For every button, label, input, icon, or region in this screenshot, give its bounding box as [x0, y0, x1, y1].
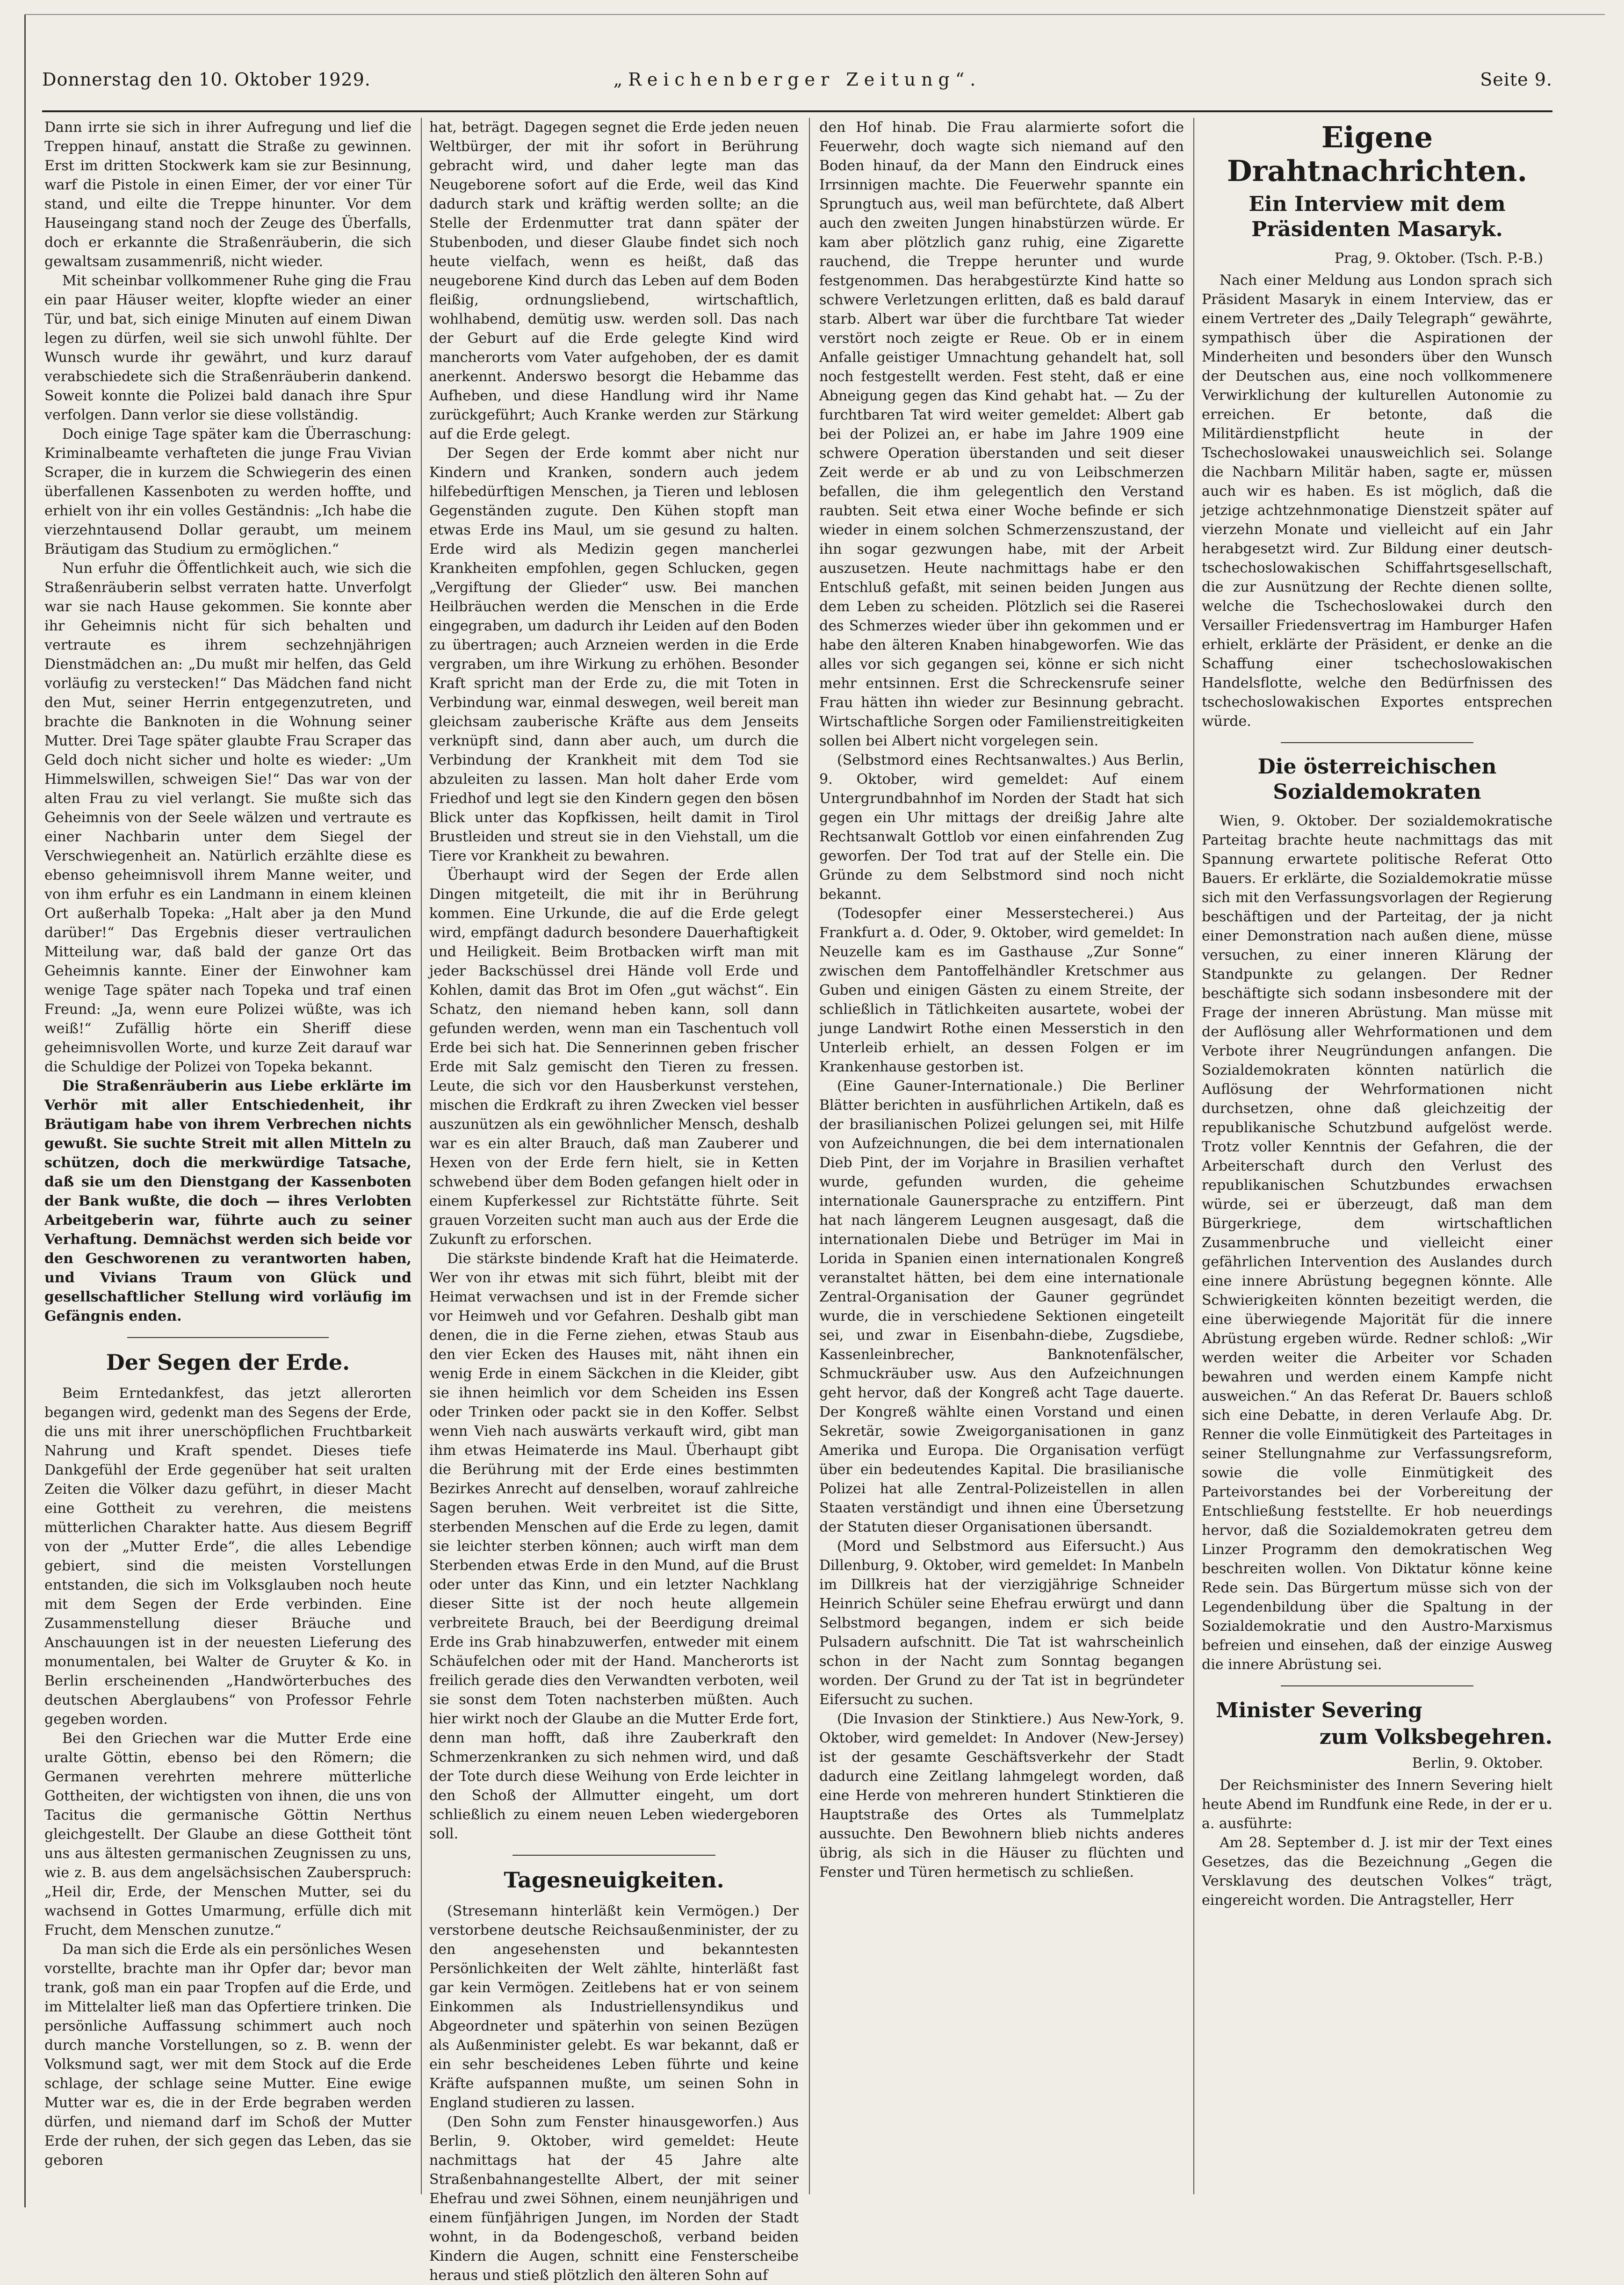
article-paragraph: hat, beträgt. Dagegen segnet die Erde jeden neuen Weltbürger, der mit ihr sofort in Berührung gebracht wird, und daher legte man das Neugeborene sofort auf die Erde, weil das Kind dadurch stark und kräftig werden sollte; an die Stelle der Erdenmutter trat dann später der Stubenboden, und dieser Glaube findet sich noch heute vielfach, wenn es heißt, daß das neugeborene Kind durch das Leben auf dem Boden fleißig, ordnungsliebend, wirtschaftlich, wohlhabend, demütig usw. werden soll. Das nach der Geburt auf die Erde gelegte Kind wird mancherorts vom Vater aufgehoben, der es damit anerkennt. Anderswo besorgt die Hebamme das Aufheben, und diese Handlung wird ihr Name zurückgeführt; Auch Kranke werden zur Stärkung auf die Erde gelegt. [429, 119, 799, 442]
article-paragraph: (Todesopfer einer Messerstecherei.) Aus Frankfurt a. d. Oder, 9. Oktober, wird gemeldet: In Neuzelle kam es im Gasthause „Zur Sonne“ zwischen dem Pantoffelhändler Kretschmer aus Guben und einigen Gästen zu einem Streite, der schließlich in Tätlichkeiten ausartete, wobei der junge Landwirt Rothe einen Messerstich in den Unterleib erhielt, an dessen Folgen er im Krankenhause gestorben ist. [819, 905, 1184, 1075]
issue-date: Donnerstag den 10. Oktober 1929. [42, 69, 371, 90]
article-paragraph: Überhaupt wird der Segen der Erde allen Dingen mitgeteilt, die mit ihr in Berührung kommen. Eine Urkunde, die auf die Erde gelegt wird, empfängt dadurch besondere Dauerhaftigkeit und Heiligkeit. Beim Brotbacken wirft man mit jeder Backschüssel drei Hände voll Erde und Kohlen, damit das Brot im Ofen „gut wächst“. Ein Schatz, den niemand heben kann, soll dann gefunden werden, wenn man ein Taschentuch voll Erde bei sich hat. Die Sennerinnen geben frischer Erde mit Salz gemischt den Tieren zu fressen. Leute, die sich vor den Hausberkunst verstehen, mischen die Erdkraft zu ihren Zwecken viel besser auszunützen als ein gewöhnlicher Mensch, deshalb war es ein alter Brauch, daß man Zauberer und Hexen von der Erde fern hielt, sie in Ketten schwebend über dem Boden gefangen hielt oder in einem Kupferkessel zur Richtstätte führte. Seit grauen Vorzeiten sucht man auch aus der Erde die Zukunft zu erforschen. [429, 867, 799, 1248]
article-paragraph: (Mord und Selbstmord aus Eifersucht.) Aus Dillenburg, 9. Oktober, wird gemeldet: In Manbeln im Dillkreis hat der vierzigjährige Schneider Heinrich Schüler seine Ehefrau erwürgt und dann Selbstmord begangen, indem er sich beide Pulsadern aufschnitt. Die Tat ist wahrscheinlich schon in der Nacht zum Sonntag begangen worden. Der Grund zu der Tat ist in begründeter Eifersucht zu suchen. [819, 1538, 1184, 1708]
column-rule-3 [1193, 118, 1194, 2194]
section-heading: Eigene Drahtnachrichten. [1227, 120, 1528, 188]
article-separator [1281, 742, 1474, 743]
article-separator [1281, 1685, 1474, 1686]
article-separator [127, 1337, 329, 1338]
article-paragraph: (Die Invasion der Stinktiere.) Aus New-York, 9. Oktober, wird gemeldet: In Andover (New-Jersey) ist der gesamte Geschäftsverkehr der Stadt dadurch eine Zeitlang lahmgelegt worden, daß eine Herde von mehreren hundert Stinktieren die Hauptstraße des Ortes als Tummelplatz aussuchte. Den Bewohnern blieb nichts anderes übrig, als sich in die Häuser zu flüchten und Fenster und Türen hermetisch zu schließen. [819, 1711, 1184, 1880]
article-paragraph: (Den Sohn zum Fenster hinausgeworfen.) Aus Berlin, 9. Oktober, wird gemeldet: Heute nachmittags hat der 45 Jahre alte Straßenbahnangestellte Albert, der mit seiner Ehefrau und zwei Söhnen, einem neunjährigen und einem fünfjährigen Jungen, im Norden der Stadt wohnt, in da Bodengeschoß, verband beiden Kindern die Augen, schnitt eine Fensterscheibe heraus und stieß plötzlich den älteren Sohn auf [429, 2114, 799, 2284]
article-paragraph: Der Reichsminister des Innern Severing hielt heute Abend im Rundfunk eine Rede, in der er u. a. ausführte: [1202, 1777, 1552, 1832]
article-paragraph: (Eine Gauner-Internationale.) Die Berliner Blätter berichten in ausführlichen Artikeln, daß es der brasilianischen Polizei gelungen sei, mit Hilfe von Aufzeichnungen, die bei dem internationalen Dieb Pint, der im Vorjahre in Brasilien verhaftet wurde, gefunden wurden, die geheime internationale Gaunersprache zu entziffern. Pint hat nach längerem Leugnen ausgesagt, daß die internationalen Diebe und Betrüger im Mai in Lorida in Spanien einen internationalen Kongreß veranstaltet hätten, bei dem eine internationale Zentral-Organisation der Gauner gegründet wurde, die in verschiedene Sektionen eingeteilt sei, und zwar in Eisenbahn-diebe, Zugsdiebe, Kassenleinbrecher, Banknotenfälscher, Schmuckräuber usw. Aus den Aufzeichnungen geht hervor, daß der Kongreß acht Tage dauerte. Der Kongreß wählte einen Vorstand und einen Sekretär, sowie Zweigorganisationen in ganz Amerika und Europa. Die Organisation verfügt über ein bedeutendes Kapital. Die brasilianische Polizei hat alle Zentral-Polizeistellen in allen Staaten verständigt und ihnen eine Übersetzung der Statuten dieser Organisationen übersandt. [819, 1078, 1184, 1535]
article-paragraph: Doch einige Tage später kam die Überraschung: Kriminalbeamte verhafteten die junge Frau Vivian Scraper, die in kurzem die Schwiegerin des einen überfallenen Kassenboten zu werden hoffte, und erhielt von ihr ein volles Geständnis: „Ich habe die vierzehntausend Dollar geraubt, um meinem Bräutigam das Studium zu ermöglichen.“ [44, 426, 411, 557]
article-paragraph: (Stresemann hinterläßt kein Vermögen.) Der verstorbene deutsche Reichsaußenminister, der zu den angesehensten und bekanntesten Persönlichkeiten der Welt zählte, hinterläßt fast gar kein Vermögen. Zeitlebens hat er von seinem Einkommen als Industriellensyndikus und Abgeordneter und späterhin von seinen Bezügen als Außenminister gelebt. Es war bekannt, daß er ein sehr bescheidenes Leben führte und keine Kräfte aufspannen mußte, um seinen Sohn in England studieren zu lassen. [429, 1903, 799, 2111]
column-rule-2 [809, 118, 810, 2194]
article-paragraph: Da man sich die Erde als ein persönliches Wesen vorstellte, brachte man ihr Opfer dar; bevor man trank, goß man ein paar Tropfen auf die Erde, und im Mittelalter ließ man das Opfertiere trinken. Die persönliche Auffassung schimmert auch noch durch manche Vorstellungen, so z. B. wenn der Volksmund sagt, wer mit dem Stock auf die Erde schlage, der schlage seine Mutter. Eine ewige Mutter war es, die in der Erde begraben werden dürfen, und niemand darf im Schoß der Mutter Erde der ruhen, der sich gegen das Leben, das sie geboren [44, 1941, 411, 2169]
newspaper-title: „Reichenberger Zeitung“. [613, 69, 982, 90]
column-4 [1202, 118, 1552, 2194]
article-paragraph: Bei den Griechen war die Mutter Erde eine uralte Göttin, ebenso bei den Römern; die Germanen verehrten mehrere mütterliche Gottheiten, der wichtigsten von ihnen, die uns von Tacitus die germanische Göttin Nerthus gleichgestellt. Der Glaube an diese Gottheit tönt uns aus ältesten germanischen Zeugnissen zu uns, wie z. B. aus dem angelsächsischen Zauberspruch: „Heil dir, Erde, der Menschen Mutter, sei du wachsend in Gottes Umarmung, erfülle dich mit Frucht, dem Menschen zunutze.“ [44, 1730, 411, 1938]
page-edge-left [24, 14, 26, 2207]
article-paragraph: Beim Erntedankfest, das jetzt allerorten begangen wird, gedenkt man des Segens der Erde, die uns mit ihrer unerschöpflichen Fruchtbarkeit Nahrung und Kraft spendet. Dieses tiefe Dankgefühl der Erde gegenüber hat seit uralten Zeiten die Völker dazu geführt, in dieser Macht eine Gottheit zu verehren, die meistens mütterlichen Charakter hatte. Aus diesem Begriff von der „Mutter Erde“, die alles Lebendige gebiert, sind die meisten Vorstellungen entstanden, die sich im Volksglauben noch heute mit dem Segen der Erde verbinden. Eine Zusammenstellung dieser Bräuche und Anschauungen ist in der neuesten Lieferung des monumentalen, bei Walter de Gruyter & Ko. in Berlin erscheinenden „Handwörterbuches des deutschen Aberglaubens“ von Professor Fehrle gegeben worden. [44, 1385, 411, 1728]
column-2 [429, 118, 799, 2284]
article-paragraph: Mit scheinbar vollkommener Ruhe ging die Frau ein paar Häuser weiter, klopfte wieder an einer Tür, und bat, sich einige Minuten auf einem Diwan legen zu dürfen, weil sie sich unwohl fühlte. Der Wunsch wurde ihr gewährt, und kurz darauf verabschiedete sich die Straßenräuberin dankend. Soweit konnte die Polizei bald danach ihre Spur verfolgen. Dann verlor sie diese vollständig. [44, 273, 411, 423]
article-subheading: zum Volksbegehren. [1319, 1725, 1552, 1749]
header-rule [42, 110, 1552, 112]
column-3 [819, 118, 1184, 2194]
article-heading: Ein Interview mit dem Präsidenten Masaryk. [1249, 192, 1506, 241]
masthead [42, 69, 1552, 102]
column-1 [44, 118, 411, 2194]
article-paragraph: den Hof hinab. Die Frau alarmierte sofort die Feuerwehr, doch wagte sich niemand auf den Boden hinauf, da der Mann den Eindruck eines Irrsinnigen machte. Die Feuerwehr spannte ein Sprungtuch aus, weil man befürchtete, daß Albert auch den zweiten Jungen hinabstürzen würde. Er kam aber plötzlich ganz ruhig, eine Zigarette rauchend, die Treppe herunter und wurde festgenommen. Das herabgestürzte Kind hatte so schwere Verletzungen erlitten, daß es bald darauf starb. Albert war über die furchtbare Tat wieder verstört noch zeigte er Reue. Ob er in einem Anfalle geistiger Umnachtung gehandelt hat, soll noch festgestellt werden. Fest steht, daß er eine Abneigung gegen das Kind gehabt hat. — Zu der furchtbaren Tat wird weiter gemeldet: Albert gab bei der Polizei an, er habe im Jahre 1909 eine schwere Operation überstanden und seit dieser Zeit werde er ab und zu von Leibschmerzen befallen, die ihm gelegentlich den Verstand raubten. Seit etwa einer Woche befinde er sich wieder in einem solchen Schmerzenszustand, der ihn sogar gezwungen habe, mit der Arbeit auszusetzen. Heute nachmittags habe er den Entschluß gefaßt, mit seinen beiden Jungen aus dem Leben zu scheiden. Plötzlich sei die Raserei des Schmerzes wieder über ihn gekommen und er habe den älteren Knaben hinabgeworfen. Wie das alles vor sich gegangen sei, könne er sich nicht mehr entsinnen. Erst die Schreckensrufe seiner Frau hätten ihn wieder zur Besinnung gebracht. Wirtschaftliche Sorgen oder Familienstreitigkeiten sollen bei Albert nicht vorgelegen sein. [819, 119, 1184, 749]
article-heading: Minister Severing [1216, 1699, 1422, 1722]
article-paragraph: Die stärkste bindende Kraft hat die Heimaterde. Wer von ihr etwas mit sich führt, bleibt mit der Heimat verwachsen und ist in der Fremde sicher vor Heimweh und vor Gefahren. Deshalb gibt man denen, die in die Ferne ziehen, etwas Staub aus den vier Ecken des Hauses mit, näht ihnen ein wenig Erde in einem Säckchen in die Kleider, gibt sie ihnen heimlich vor dem Scheiden ins Essen oder Trinken oder packt sie in den Koffer. Selbst wenn Vieh nach auswärts verkauft wird, gibt man ihm etwas Heimaterde ins Maul. Überhaupt gibt die Berührung mit der Erde eines bestimmten Bezirkes Anrecht auf denselben, worauf zahlreiche Sagen beruhen. Weit verbreitet ist die Sitte, sterbenden Menschen auf die Erde zu legen, damit sie leichter sterben können; auch wirft man dem Sterbenden etwas Erde in den Mund, auf die Brust oder unter das Kinn, und ein letzter Nachklang dieser Sitte ist der noch heute allgemein verbreitete Brauch, bei der Beerdigung dreimal Erde ins Grab hinabzuwerfen, entweder mit einem Schäufelchen oder mit der Hand. Mancherorts ist freilich gerade dies den Verwandten verboten, weil sie sonst dem Toten nachsterben müßten. Auch hier wirkt noch der Glaube an die Mutter Erde fort, denn man hofft, daß ihre Zauberkraft den Schmerzenkranken zu sich nehmen wird, und daß der Tote durch diese Weihung von Erde leichter in den Schoß der Allmutter eingeht, um dort schließlich zu einem neuen Leben wiedergeboren soll. [429, 1251, 799, 1842]
article-paragraph: Am 28. September d. J. ist mir der Text eines Gesetzes, das die Bezeichnung „Gegen die Versklavung des deutschen Volkes“ trägt, eingereicht worden. Die Antragsteller, Herr [1202, 1835, 1552, 1909]
article-paragraph: (Selbstmord eines Rechtsanwaltes.) Aus Berlin, 9. Oktober, wird gemeldet: Auf einem Untergrundbahnhof im Norden der Stadt hat sich gegen ein Uhr mittags der dreißig Jahre alte Rechtsanwalt Gottlob vor einen einfahrenden Zug geworfen. Der Tod trat auf der Stelle ein. Die Gründe zu dem Selbstmord sind noch nicht bekannt. [819, 752, 1184, 903]
article-paragraph: Dann irrte sie sich in ihrer Aufregung und lief die Treppen hinauf, anstatt die Straße zu gewinnen. Erst im dritten Stockwerk kam sie zur Besinnung, warf die Pistole in einen Eimer, der vor einer Tür stand, und eilte die Treppe hinunter. Vor dem Hauseingang stand noch der Zeuge des Überfalls, doch er erkannte die Straßenräuberin, die sich gewaltsam zusammenriß, nicht wieder. [44, 119, 411, 270]
section-heading: Tagesneuigkeiten. [504, 1867, 724, 1893]
column-rule-1 [421, 118, 422, 2194]
article-paragraph: Der Segen der Erde kommt aber nicht nur Kindern und Kranken, sondern auch jedem hilfebedürftigen Menschen, ja Tieren und leblosen Gegenständen zugute. Den Kühen stopft man etwas Erde ins Maul, um sie gesund zu halten. Erde wird als Medizin gegen mancherlei Krankheiten empfohlen, gegen Schlucken, gegen „Vergiftung der Glieder“ usw. Bei manchen Heilbräuchen werden die Menschen in die Erde eingegraben, um dadurch ihr Leiden auf den Boden zu übertragen; auch Arzneien werden in die Erde vergraben, um ihre Wirkung zu erhöhen. Besonder Kraft spricht man der Erde zu, die mit Toten in Verbindung war, einmal deswegen, weil bereit man gleichsam zauberische Kräfte aus dem Jenseits verknüpft sind, dann aber auch, um durch die Verbindung der Krankheit mit dem Tod sie abzuleiten zu lassen. Man holt daher Erde vom Friedhof und legt sie den Kindern gegen den bösen Blick unter das Kopfkissen, heilt damit in Tirol Brustleiden und streut sie in den Viehstall, um die Tiere vor Krankheit zu bewahren. [429, 445, 799, 864]
dateline: Berlin, 9. Oktober. [1412, 1755, 1543, 1772]
dateline: Prag, 9. Oktober. (Tsch. P.-B.) [1334, 250, 1543, 267]
page-edge-top [24, 14, 1605, 15]
article-paragraph: Wien, 9. Oktober. Der sozialdemokratische Parteitag brachte heute nachmittags das mit Spannung erwartete politische Referat Otto Bauers. Er erklärte, die Sozialdemokratie müsse sich mit den Verfassungsvorlagen der Regierung beschäftigen und der Parteitag, der ja nicht einer Demonstration nach außen diene, müsse versuchen, zu einer inneren Klärung der Standpunkte zu gelangen. Der Redner beschäftigte sich sodann insbesondere mit der Frage der inneren Abrüstung. Man müsse mit der Auflösung aller Wehrformationen und dem Verbote ihrer Neugründungen anfangen. Die Sozialdemokraten könnten natürlich die Auflösung der Wehrformationen nicht durchsetzen, ohne daß gleichzeitig der republikanische Schutzbund aufgelöst werde. Trotz voller Kenntnis der Gefahren, die der Arbeiterschaft durch den Verlust des republikanischen Schutzbundes erwachsen würde, sei er überzeugt, daß man dem Bürgerkriege, dem wirtschaftlichen Zusammenbruche und vielleicht einer gefährlichen Intervention des Auslandes durch eine innere Abrüstung begegnen könnte. Alle Schwierigkeiten könnten bezeitigt werden, die eine überwiegende Majorität für die innere Abrüstung ergeben würde. Redner schloß: „Wir werden weiter die Arbeiter vor Schaden bewahren und werden einem Kampfe nicht ausweichen.“ An das Referat Dr. Bauers schloß sich eine Debatte, in deren Verlaufe Abg. Dr. Renner die volle Einmütigkeit des Parteitages in seiner Stellungnahme zur Verfassungsreform, sowie die volle Einmütigkeit des Parteivorstandes bei der Vorbereitung der Entschließung feststellte. Er hob neuerdings hervor, daß die Sozialdemokraten getreu dem Linzer Programm den demokratischen Weg beschreiten wollen. Von Diktatur könne keine Rede sein. Das Bürgertum müsse sich von der Legendenbildung über die Spaltung in der Sozialdemokratie und den Austro-Marxismus befreien und einsehen, daß der einzige Ausweg die innere Abrüstung sei. [1202, 813, 1552, 1673]
article-heading: Der Segen der Erde. [106, 1350, 350, 1375]
page-number: Seite 9. [1480, 69, 1552, 90]
article-separator [512, 1855, 716, 1856]
article-heading: Die österreichischen Sozialdemokraten [1257, 755, 1497, 804]
article-paragraph: Nun erfuhr die Öffentlichkeit auch, wie sich die Straßenräuberin selbst verraten hatte. Unverfolgt war sie nach Hause gekommen. Sie konnte aber ihr Geheimnis nicht für sich behalten und vertraute es ihrem sechzehnjährigen Dienstmädchen an: „Du mußt mir helfen, das Geld vorläufig zu verstecken!“ Das Mädchen fand nicht den Mut, seiner Herrin entgegenzutreten, und brachte die Banknoten in die Wohnung seiner Mutter. Drei Tage später glaubte Frau Scraper das Geld doch nicht sicher und holte es wieder: „Um Himmelswillen, schweigen Sie!“ Das war von der alten Frau zu viel verlangt. Sie mußte sich das Geheimnis von der Seele wälzen und vertraute es einer Nachbarin unter dem Siegel der Verschwiegenheit an. Natürlich erzählte diese es ebenso geheimnisvoll ihrem Manne weiter, und von ihm erfuhr es ein Landmann in einem kleinen Ort außerhalb Topeka: „Halt aber ja den Mund darüber!“ Das Ergebnis dieser vertraulichen Mitteilung war, daß bald der ganze Ort das Geheimnis kannte. Einer der Einwohner kam wenige Tage später nach Topeka und traf einen Freund: „Ja, wenn eure Polizei wüßte, was ich weiß!“ Zufällig hörte ein Sheriff diese geheimnisvollen Worte, und kurze Zeit darauf war die Schuldige der Polizei von Topeka bekannt. [44, 560, 411, 1075]
article-paragraph: Die Straßenräuberin aus Liebe erklärte im Verhör mit aller Entschiedenheit, ihr Bräutigam habe von ihrem Verbrechen nichts gewußt. Sie suchte Streit mit allen Mitteln zu schützen, doch die merkwürdige Tatsache, daß sie um den Dienstgang der Kassenboten der Bank wußte, die doch — ihres Verlobten Arbeitgeberin war, führte auch zu seiner Verhaftung. Demnächst werden sich beide vor den Geschworenen zu verantworten haben, und Vivians Traum von Glück und gesellschaftlicher Stellung wird vorläufig im Gefängnis enden. [44, 1078, 411, 1324]
article-paragraph: Nach einer Meldung aus London sprach sich Präsident Masaryk in einem Interview, das er einem Vertreter des „Daily Telegraph“ gewährte, sympathisch über die Aspirationen der Minderheiten und besonders über den Wunsch der Deutschen aus, eine noch vollkommenere Verwirklichung der kulturellen Autonomie zu erreichen. Er betonte, daß die Militärdienstpflicht heute in der Tschechoslowakei unausweichlich sei. Solange die Nachbarn Militär haben, sagte er, müssen auch wir es haben. Es ist möglich, daß die jetzige achtzehnmonatige Dienstzeit später auf vierzehn Monate und vielleicht auf ein Jahr herabgesetzt wird. Zur Bildung einer deutsch-tschechoslowakischen Schiffahrtsgesellschaft, die zur Ausnützung der Rechte dienen sollte, welche die Tschechoslowakei durch den Versailler Friedensvertrag im Hamburger Hafen erhielt, erklärte der Präsident, er denke an die Schaffung einer tschechoslowakischen Handelsflotte, welche den Bedürfnissen des tschechoslowakischen Exportes entsprechen würde. [1202, 272, 1552, 730]
